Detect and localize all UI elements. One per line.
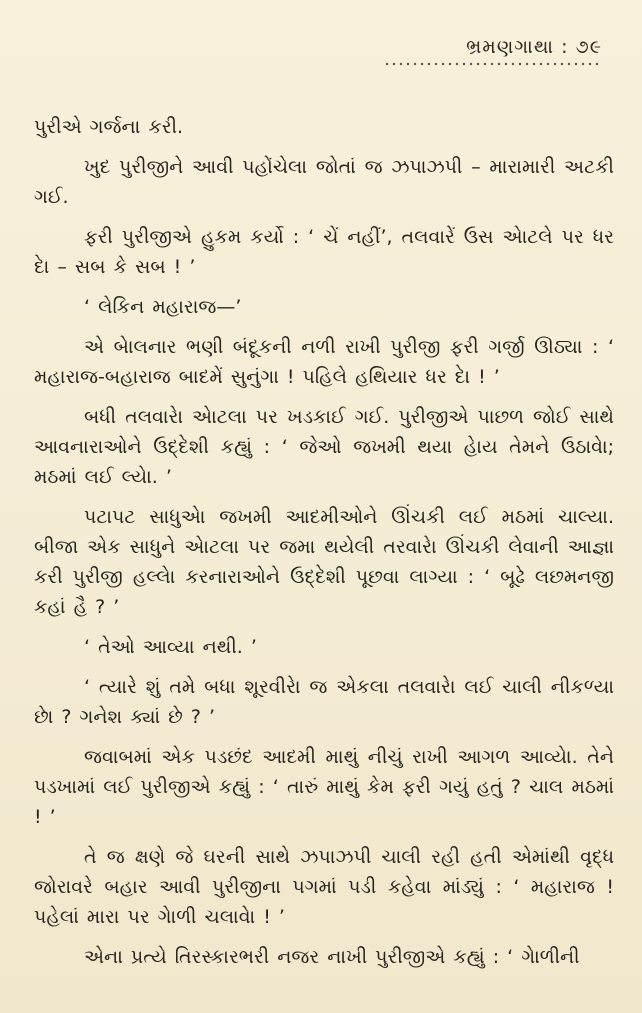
paragraph: ‘ ત્યારે શું તમે બધા શૂરવીરેા જ એકલા તલવારેા લઈ ચાલી નીકળ્યા છેા ? ગનેશ ક્યાં છે ? ’ (34, 676, 614, 728)
paragraph: તે જ ક્ષણે જે ઘરની સાથે ઝપાઝપી ચાલી રહી હતી એમાંથી વૃદ્ધ જોરાવરે બહાર આવી પુરીજીના પગમાં પડી કહેવા માંડ્યું : ‘ મહારાજ ! પહેલાં મારા પર ગેાળી ચલાવેા ! ’ (34, 846, 614, 928)
page-body (34, 112, 614, 982)
header-decorative-rule (384, 61, 602, 67)
paragraph: એ બેાલનાર ભણી બંદૂકની નળી રાખી પુરીજી ફરી ગર્જી ઊઠ્યા : ‘ મહારાજ-બહારાજ બાદમેં સુનુંગા ! પહિલે હથિયાર ધર દેા ! ’ (34, 336, 614, 388)
paragraph: ખુદ પુરીજીને આવી પહોંચેલા જોતાં જ ઝપાઝપી – મારામારી અટકી ગઈ. (34, 156, 614, 208)
paragraph: બધી તલવારેા એાટલા પર ખડકાઈ ગઈ. પુરીજીએ પાછળ જોઈ સાથે આવનારાઓને ઉદ્દેશી કહ્યું : ‘ જેઓ જખમી થયા હેાય તેમને ઉઠાવેા; મઠમાં લઈ લ્યેા. ’ (34, 406, 614, 488)
paragraph: પટાપટ સાધુએા જખમી આદમીઓને ઊંચકી લઈ મઠમાં ચાલ્યા. બીજા એક સાધુને એાટલા પર જમા થયેલી તરવારેા ઊંચકી લેવાની આજ્ઞા કરી પુરીજી હલ્લેા કરનારાઓને ઉદ્દેશી પૂછવા લાગ્યા : ‘ બૂઢે લછમનજી કહાં હૈ ? ’ (34, 506, 614, 618)
paragraph: એના પ્રત્યે તિરસ્કારભરી નજર નાખી પુરીજીએ કહ્યું : ‘ ગેાળીની (84, 946, 580, 968)
paragraph: જવાબમાં એક પડછંદ આદમી માથું નીચું રાખી આગળ આવ્યેા. તેને પડખામાં લઈ પુરીજીએ કહ્યું : ‘ તારું માથું કેમ ફરી ગયું હતું ? ચાલ મઠમાં ! ’ (34, 746, 614, 828)
paragraph: ફરી પુરીજીએ હુકમ કર્યો : ‘ ચેં નહીં’, તલવારેં ઉસ એાટલે પર ધર દેા – સબ કે સબ ! ’ (34, 226, 614, 278)
paragraph: ‘ લેકિન મહારાજ—’ (84, 296, 242, 318)
running-header (384, 36, 602, 67)
paragraph: પુરીએ ગર્જના કરી. (34, 116, 184, 138)
running-header-title: ભ્રમણગાથા : ૭૯ (466, 36, 602, 58)
paragraph: ‘ તેઓ આવ્યા નથી. ’ (84, 636, 257, 658)
